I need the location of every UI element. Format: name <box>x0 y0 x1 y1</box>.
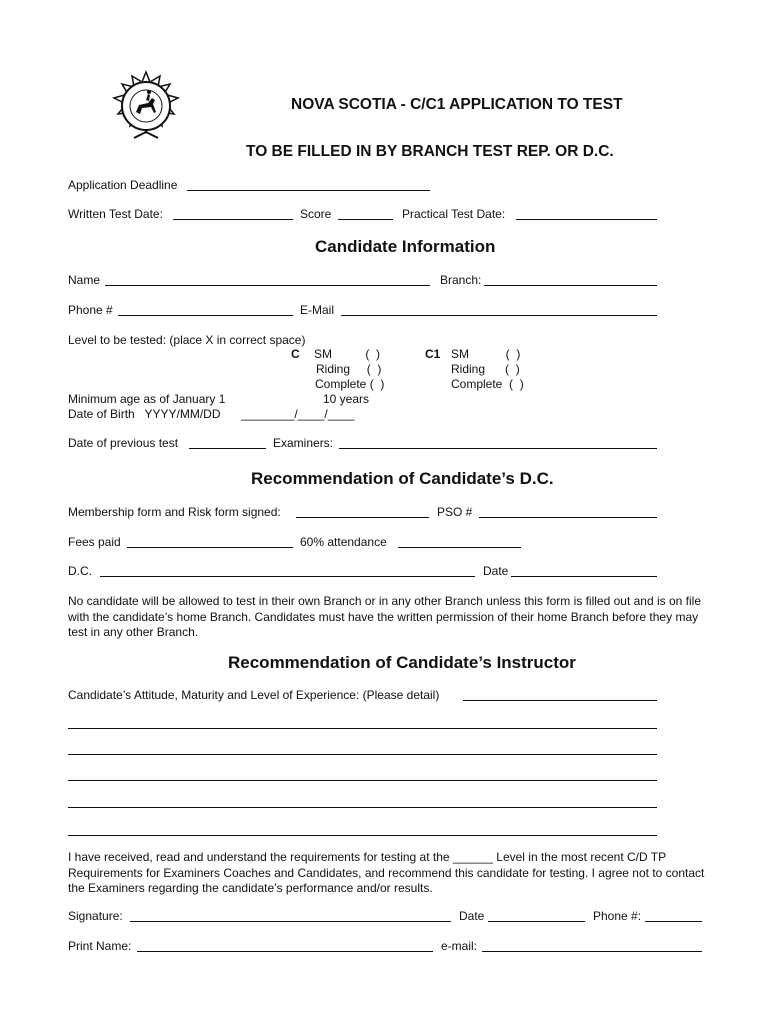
signature-date-label: Date <box>459 909 485 923</box>
instructor-email-field[interactable] <box>482 951 702 952</box>
attitude-field-line-6[interactable] <box>68 835 657 836</box>
date-of-birth-field[interactable]: ________/____/____ <box>241 407 355 421</box>
candidate-info-heading: Candidate Information <box>315 237 496 256</box>
minimum-age-value: 10 years <box>323 392 370 406</box>
membership-form-label: Membership form and Risk form signed: <box>68 505 281 519</box>
email-label: E-Mail <box>300 303 335 317</box>
phone-label: Phone # <box>68 303 113 317</box>
form-title: NOVA SCOTIA - C/C1 APPLICATION TO TEST <box>291 96 623 113</box>
level-c-riding-option[interactable]: Riding ( ) <box>316 362 382 376</box>
pso-field[interactable] <box>479 517 657 518</box>
instructor-statement-paragraph: I have received, read and understand the requirements for testing at the ______ Level in the most recent C/D TP Requirements for Examiners Coaches and Candidates, and recommend this candidate for testing. I agree not to contact the Examiners regarding the candidate’s performance and/or results. <box>68 850 705 895</box>
level-c-sm-option[interactable]: SM ( ) <box>314 347 380 361</box>
written-test-date-label: Written Test Date: <box>68 207 163 221</box>
dc-date-field[interactable] <box>511 576 657 577</box>
minimum-age-label: Minimum age as of January 1 <box>68 392 226 406</box>
pso-label: PSO # <box>437 505 473 519</box>
previous-test-date-field[interactable] <box>189 448 266 449</box>
level-c1-sm-option[interactable]: SM ( ) <box>451 347 521 361</box>
fees-paid-field[interactable] <box>127 547 293 548</box>
dc-name-label: D.C. <box>68 564 92 578</box>
instructor-recommendation-heading: Recommendation of Candidate’s Instructor <box>228 653 576 672</box>
name-label: Name <box>68 273 101 287</box>
signature-label: Signature: <box>68 909 123 923</box>
instructor-phone-field[interactable] <box>645 921 702 922</box>
instructor-phone-label: Phone #: <box>593 909 642 923</box>
application-deadline-field[interactable] <box>187 190 430 191</box>
attendance-label: 60% attendance <box>300 535 387 549</box>
level-instructions: Level to be tested: (place X in correct space) <box>68 333 306 347</box>
dc-date-label: Date <box>483 564 509 578</box>
previous-test-date-label: Date of previous test <box>68 436 179 450</box>
fees-paid-label: Fees paid <box>68 535 121 549</box>
score-field[interactable] <box>338 219 393 220</box>
application-deadline-label: Application Deadline <box>68 178 178 192</box>
attitude-field-line-3[interactable] <box>68 754 657 755</box>
attitude-field-line-4[interactable] <box>68 780 657 781</box>
phone-field[interactable] <box>118 315 293 316</box>
instructor-email-label: e-mail: <box>441 939 478 953</box>
name-field[interactable] <box>105 285 430 286</box>
level-c1-label: C1 <box>425 347 441 361</box>
level-c-label: C <box>291 347 300 361</box>
level-c-complete-option[interactable]: Complete ( ) <box>315 377 385 391</box>
form-subtitle: TO BE FILLED IN BY BRANCH TEST REP. OR D.C. <box>246 143 614 160</box>
examiners-field[interactable] <box>339 448 657 449</box>
branch-field[interactable] <box>484 285 657 286</box>
score-label: Score <box>300 207 332 221</box>
email-field[interactable] <box>341 315 657 316</box>
branch-label: Branch: <box>440 273 482 287</box>
print-name-field[interactable] <box>137 951 433 952</box>
dc-recommendation-heading: Recommendation of Candidate’s D.C. <box>251 469 554 488</box>
attitude-label: Candidate’s Attitude, Maturity and Level of Experience: (Please detail) <box>68 688 440 702</box>
signature-field[interactable] <box>130 921 451 922</box>
level-c1-complete-option[interactable]: Complete ( ) <box>451 377 524 391</box>
level-c1-riding-option[interactable]: Riding ( ) <box>451 362 520 376</box>
practical-test-date-field[interactable] <box>516 219 657 220</box>
attitude-field-line-2[interactable] <box>68 728 657 729</box>
membership-form-field[interactable] <box>296 517 429 518</box>
attitude-field-line-1[interactable] <box>463 700 657 701</box>
examiners-label: Examiners: <box>273 436 334 450</box>
written-test-date-field[interactable] <box>173 219 293 220</box>
dc-notice-paragraph: No candidate will be allowed to test in their own Branch or in any other Branch unless this form is filled out and is on file with the candidate’s home Branch. Candidates must have the written permission of their home Branch before they may test in any other Branch. <box>68 594 701 639</box>
pony-club-logo-icon <box>108 70 184 146</box>
date-of-birth-label: Date of Birth YYYY/MM/DD <box>68 407 221 421</box>
print-name-label: Print Name: <box>68 939 132 953</box>
practical-test-date-label: Practical Test Date: <box>402 207 506 221</box>
signature-date-field[interactable] <box>488 921 585 922</box>
attendance-field[interactable] <box>398 547 521 548</box>
dc-name-field[interactable] <box>100 576 475 577</box>
attitude-field-line-5[interactable] <box>68 807 657 808</box>
